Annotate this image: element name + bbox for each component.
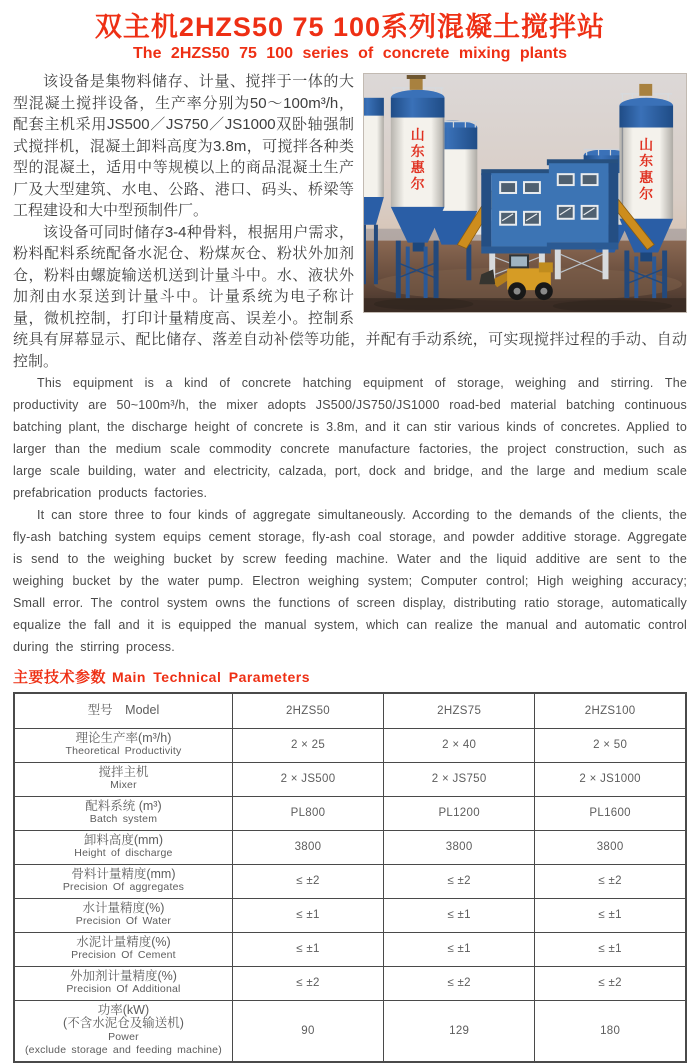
spec-value-cell: ≤ ±1 (232, 898, 383, 932)
intro-paragraph-cn-1: 该设备是集物料储存、计量、搅拌于一体的大型混凝土搅拌设备，生产率分别为50～100m³/h，配套主机采用JS500／JS750／JS1000双卧轴强制式搅拌机，混凝土卸料高度为3.8m，可搅拌各种类型的混凝土，适用中等规模以上的商品混凝土生产厂及大型建筑、水电、公路、港口、码头、桥梁等工程建设和大中型预制件厂。 (13, 73, 354, 219)
spec-value-cell: 90 (232, 1000, 383, 1062)
spec-row-label (14, 966, 232, 1000)
spec-value-cell: 2 × JS1000 (535, 762, 686, 796)
spec-value-cell: 2 × JS750 (384, 762, 535, 796)
spec-label-line: 功率(kW) (97, 1002, 150, 1017)
spec-value-cell: 2HZS50 (232, 693, 383, 728)
intro-paragraph-en-2: It can store three to four kinds of aggregate simultaneously. According to the demands of the clients, the fly-ash batching system equips cement storage, fly-ash coal storage, and powder additive storage. Aggregate is send to the weighing bucket by screw feeding machine. Water and the liquid additive are sent to the weighing bucket by the water pump. Electron weighing system; Computer control; High weighing accuracy; Small error. The control system owns the functions of screen display, distributing ratio storage, automatically equalize the fall and it is equipped the manual system, which can realize the manual and automatic control during the stirring process. (13, 508, 687, 654)
spec-value-cell: 3800 (384, 830, 535, 864)
spec-label-line: 型号 Model (87, 703, 160, 717)
spec-row (14, 796, 686, 830)
spec-value-cell: 3800 (232, 830, 383, 864)
spec-label-line: Height of discharge (74, 847, 173, 859)
spec-label-line: 骨料计量精度(mm) (71, 866, 176, 881)
spec-row (14, 932, 686, 966)
spec-value-cell: 129 (384, 1000, 535, 1062)
spec-value-cell: ≤ ±2 (384, 966, 535, 1000)
spec-label-line: 水泥计量精度(%) (76, 934, 171, 949)
spec-row-label (14, 693, 232, 728)
silo-brand-text-right: 山东惠尔 (639, 136, 654, 202)
spec-row (14, 1000, 686, 1062)
spec-value-cell: PL1200 (384, 796, 535, 830)
spec-label-line: 水计量精度(%) (82, 900, 165, 915)
spec-label-line: Power (108, 1030, 139, 1043)
spec-label-line: Precision Of Cement (71, 949, 176, 961)
spec-value-cell: PL1600 (535, 796, 686, 830)
plant-photo (363, 73, 687, 313)
spec-label-line: Batch system (89, 813, 158, 825)
spec-label-line: Theoretical Productivity (65, 745, 182, 757)
silo-brand-text-left: 山东惠尔 (410, 126, 425, 192)
spec-value-cell: ≤ ±2 (232, 864, 383, 898)
spec-value-cell: 2 × JS500 (232, 762, 383, 796)
parameters-heading (13, 666, 687, 687)
spec-value-cell: ≤ ±1 (535, 898, 686, 932)
parameters-heading-cn: 主要技术参数 (13, 669, 107, 686)
spec-row-label (14, 898, 232, 932)
spec-label-line: Precision Of Additional (66, 983, 181, 995)
spec-value-cell: ≤ ±2 (384, 864, 535, 898)
plant-photo-illustration (364, 74, 686, 312)
spec-value-cell: 2 × 25 (232, 728, 383, 762)
parameters-table-body (14, 693, 686, 1062)
spec-label-line: 搅拌主机 (98, 764, 149, 779)
spec-value-cell: 3800 (535, 830, 686, 864)
spec-label-line: Precision Of aggregates (62, 881, 185, 893)
spec-label-line: 配料系统 (m³) (85, 798, 162, 813)
spec-row-label (14, 762, 232, 796)
intro-section (13, 71, 687, 658)
spec-row (14, 966, 686, 1000)
spec-value-cell: ≤ ±2 (535, 864, 686, 898)
spec-label-line: Mixer (110, 779, 137, 791)
spec-row (14, 864, 686, 898)
spec-value-cell: ≤ ±1 (384, 898, 535, 932)
spec-label-line: 卸料高度(mm) (83, 832, 164, 847)
spec-value-cell: 2 × 40 (384, 728, 535, 762)
spec-value-cell: ≤ ±2 (535, 966, 686, 1000)
spec-row (14, 830, 686, 864)
spec-row-label (14, 1000, 232, 1062)
spec-row-label (14, 728, 232, 762)
page-subtitle: The 2HZS50 75 100 series of concrete mixing plants (133, 45, 567, 62)
spec-row (14, 762, 686, 796)
spec-value-cell: 2 × 50 (535, 728, 686, 762)
spec-label-line: (exclude storage and feeding machine) (24, 1044, 222, 1056)
spec-label-line: 理论生产率(m³/h) (75, 730, 172, 745)
page-title: 双主机2HZS50 75 100系列混凝土搅拌站 (94, 12, 606, 42)
spec-value-cell: ≤ ±2 (232, 966, 383, 1000)
spec-row (14, 728, 686, 762)
parameters-heading-en: Main Technical Parameters (112, 669, 310, 685)
spec-row (14, 693, 686, 728)
spec-row (14, 898, 686, 932)
spec-value-cell: 2HZS100 (535, 693, 686, 728)
spec-row-label (14, 932, 232, 966)
intro-paragraph-cn-2: 该设备可同时储存3-4种骨料，根据用户需求，粉料配料系统配备水泥仓、粉煤灰仓、粉状外加剂仓，粉料由螺旋输送机送到计量斗中。水、液状外加剂由水泵送到计量斗中。计量系统为电子称计量，微机控制，打印计量精度高、误差小。控制系统具有屏幕显示、配比储存、落差自动补偿等功能，并配有手动系统，可实现搅拌过程的手动、自动控制。 (13, 223, 687, 370)
spec-row-label (14, 796, 232, 830)
spec-value-cell: ≤ ±1 (535, 932, 686, 966)
spec-row-label (14, 830, 232, 864)
spec-value-cell: 180 (535, 1000, 686, 1062)
spec-value-cell: ≤ ±1 (232, 932, 383, 966)
spec-label-line: (不含水泥仓及输送机) (63, 1016, 184, 1030)
parameters-table (13, 692, 687, 1063)
spec-value-cell: PL800 (232, 796, 383, 830)
spec-label-line: Precision Of Water (75, 915, 172, 927)
spec-value-cell: 2HZS75 (384, 693, 535, 728)
spec-value-cell: ≤ ±1 (384, 932, 535, 966)
spec-row-label (14, 864, 232, 898)
spec-label-line: 外加剂计量精度(%) (69, 968, 177, 983)
intro-paragraph-en-1: This equipment is a kind of concrete hatching equipment of storage, weighing and stirring. The productivity are 50~100m³/h, the mixer adopts JS500/JS750/JS1000 road-bed material batching continuous batching plant, the discharge height of concrete is 3.8m, and it can stir various kinds of concretes. Applied to larger than the medium scale commodity concrete manufacture factories, the project construction, such as large scale building, water and electricity, calzada, port, dock and bridge, and the large and medium scale prefabrication products factories. (13, 376, 687, 500)
